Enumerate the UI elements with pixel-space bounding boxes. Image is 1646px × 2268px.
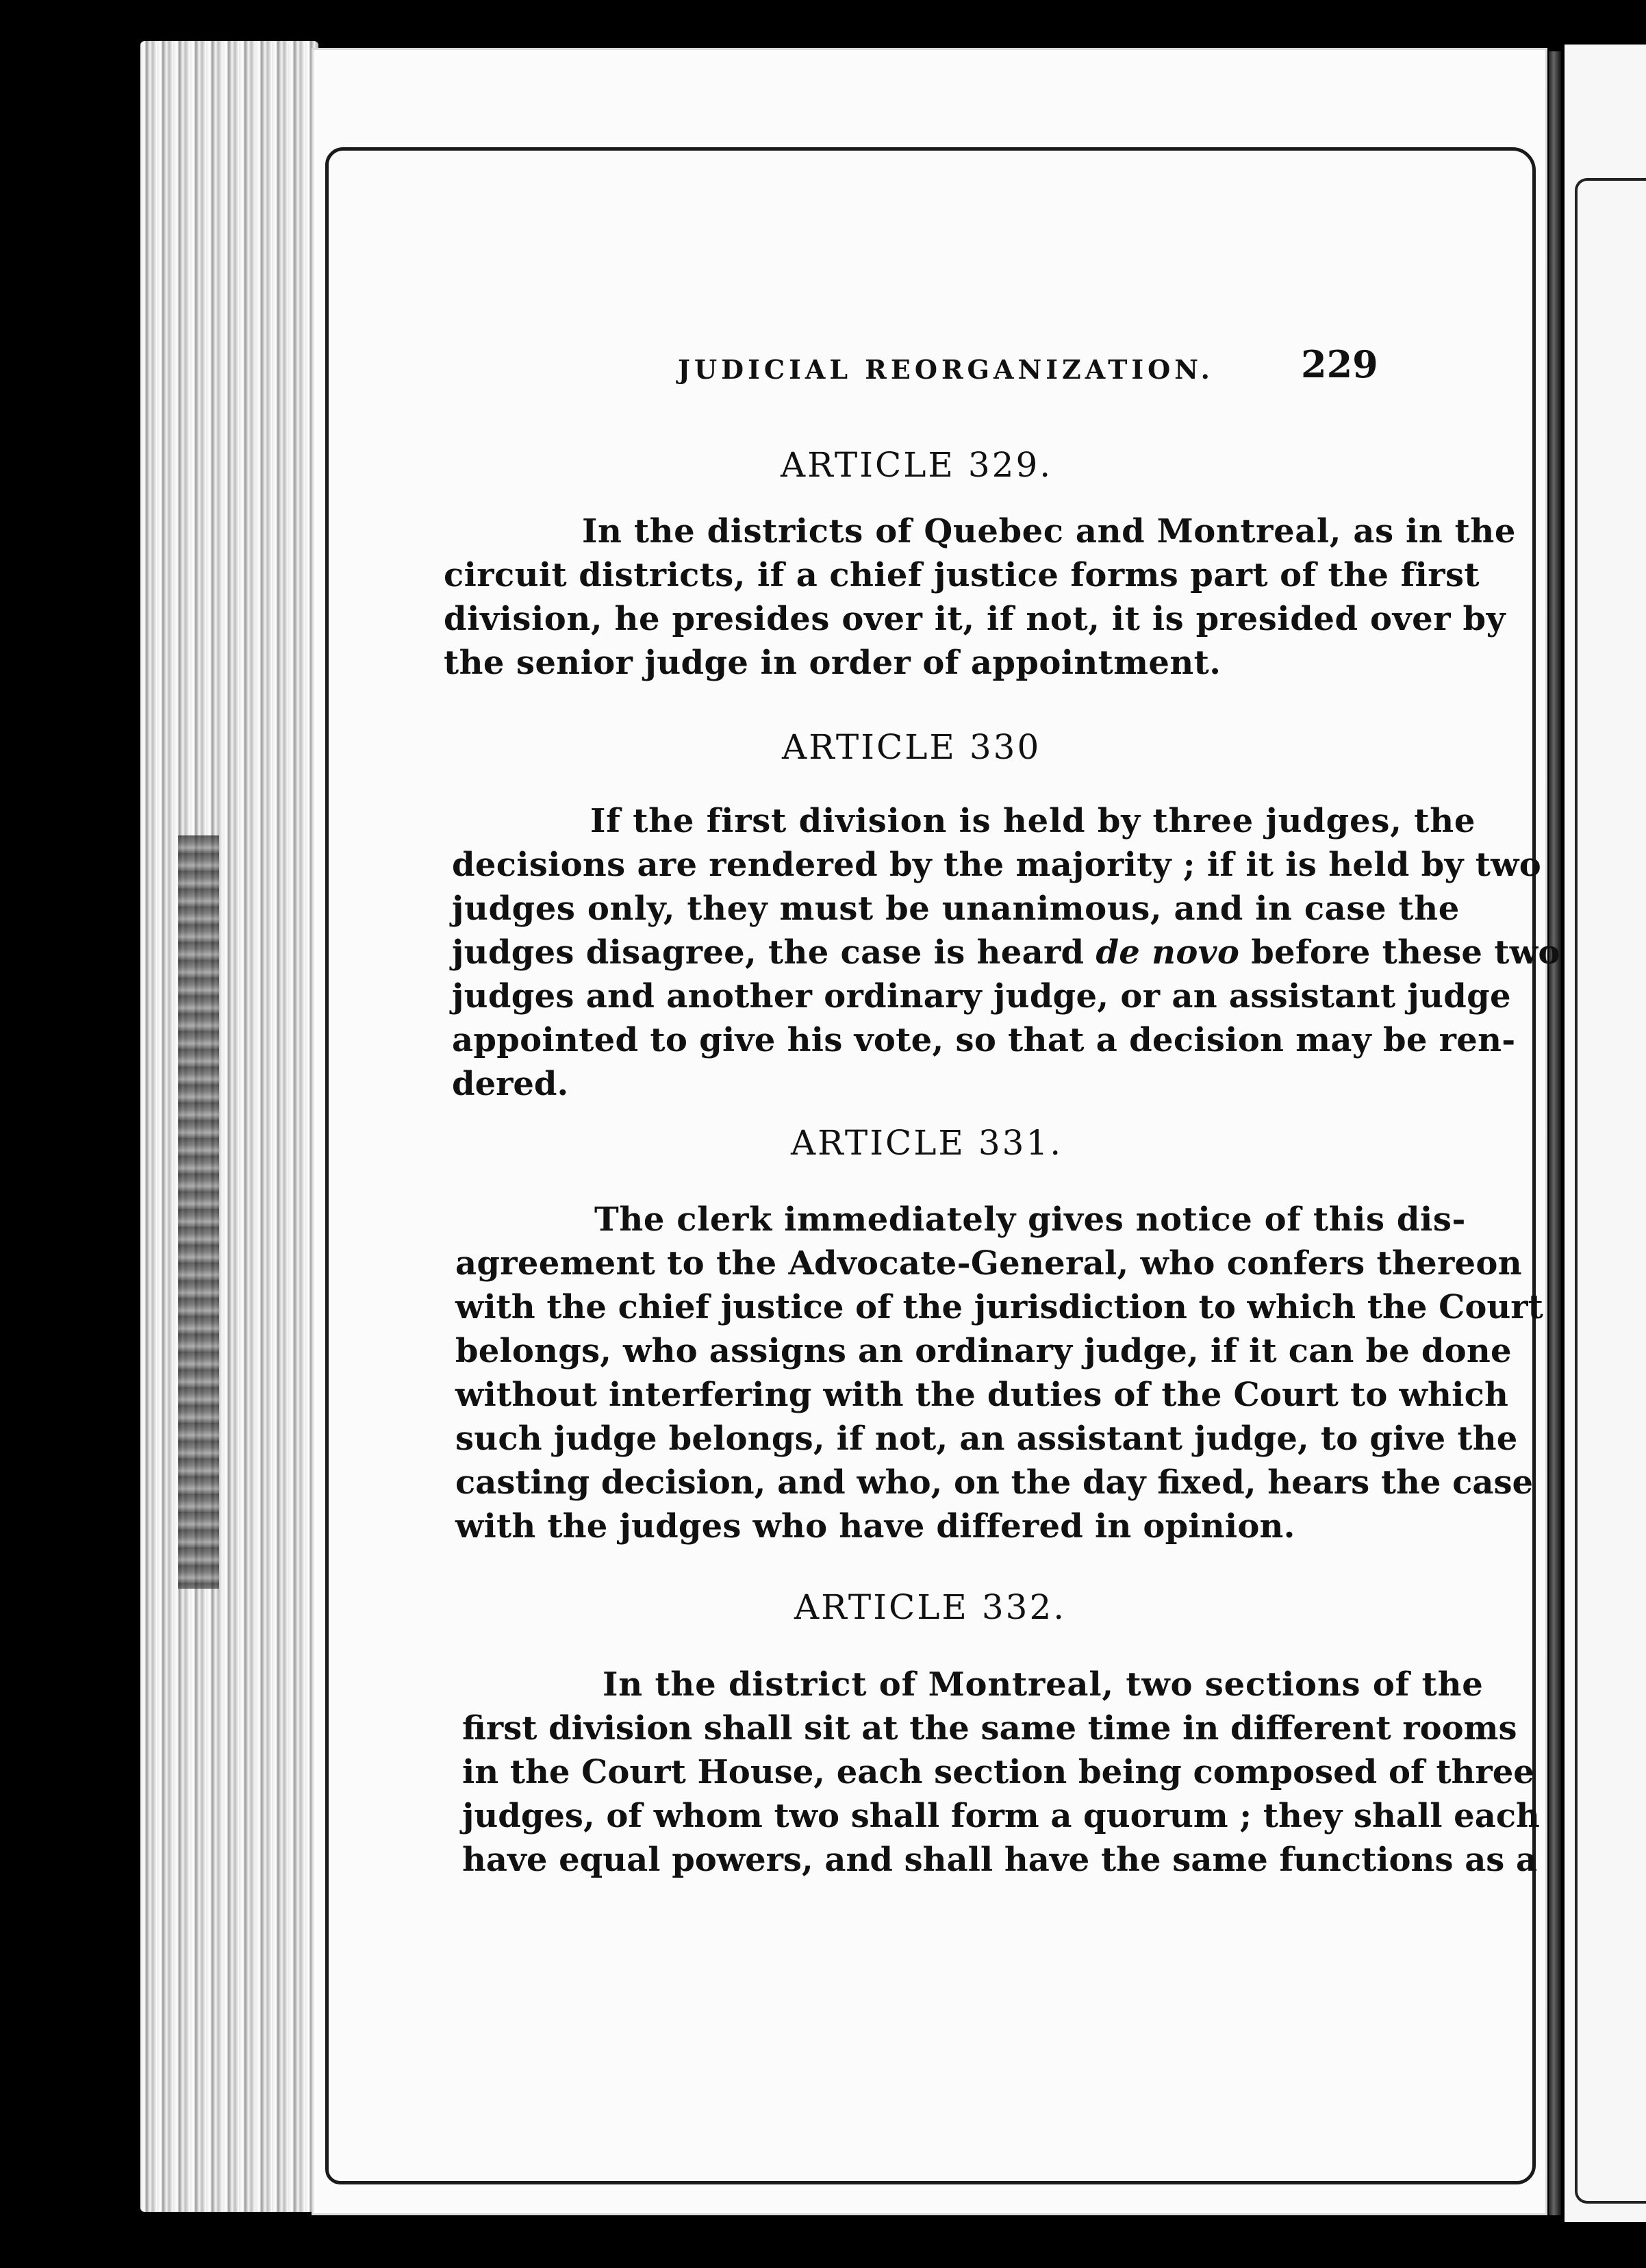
facing-page-frame — [1575, 178, 1646, 2204]
article-text-line: such judge belongs, if not, an assistant judge, to give the — [455, 1420, 1518, 1458]
article-text-span: judges disagree, the case is heard — [452, 933, 1085, 972]
article-text-line: with the judges who have differed in opinion. — [455, 1507, 1295, 1546]
article-text-line: decisions are rendered by the majority ; if it is held by two — [452, 846, 1542, 884]
article-heading: ARTICLE 330 — [782, 727, 1041, 767]
article-text-line: casting decision, and who, on the day fixed, hears the case — [455, 1463, 1534, 1502]
article-text-line: judges only, they must be unanimous, and in case the — [452, 890, 1460, 928]
article-text-span: before these two — [1251, 933, 1560, 972]
article-text-line: If the first division is held by three judges, the — [590, 802, 1476, 840]
article-text-line: division, he presides over it, if not, it is presided over by — [444, 600, 1506, 638]
article-text-line: with the chief justice of the jurisdiction to which the Court — [455, 1288, 1543, 1326]
article-text-line: belongs, who assigns an ordinary judge, if it can be done — [455, 1332, 1512, 1370]
article-text-line: in the Court House, each section being composed of three — [462, 1753, 1534, 1791]
article-text-line: the senior judge in order of appointment. — [444, 644, 1221, 682]
article-heading: ARTICLE 331. — [791, 1123, 1063, 1163]
article-text-line: In the districts of Quebec and Montreal, as in the — [582, 512, 1517, 551]
article-text-line: without interfering with the duties of the Court to which — [455, 1376, 1509, 1414]
article-text-line: first division shall sit at the same time in different rooms — [462, 1709, 1517, 1748]
library-stamp — [178, 835, 219, 1589]
article-text-line: judges, of whom two shall form a quorum ; they shall each — [462, 1797, 1540, 1835]
article-text-line: circuit districts, if a chief justice forms part of the first — [444, 556, 1480, 594]
article-text-line: dered. — [452, 1065, 569, 1103]
article-heading: ARTICLE 332. — [794, 1587, 1067, 1627]
book-page-edges — [140, 41, 318, 2212]
article-text-line: agreement to the Advocate-General, who confers thereon — [455, 1244, 1522, 1283]
page-number: 229 — [1301, 342, 1378, 386]
page-gutter-shadow — [1549, 51, 1561, 2215]
latin-term: de novo — [1096, 933, 1240, 972]
running-head: JUDICIAL REORGANIZATION. — [678, 354, 1214, 385]
article-heading: ARTICLE 329. — [781, 445, 1053, 485]
article-text-line: judges and another ordinary judge, or an assistant judge — [452, 977, 1511, 1016]
article-text-line: have equal powers, and shall have the same functions as a — [462, 1841, 1538, 1879]
article-text-line: appointed to give his vote, so that a decision may be ren- — [452, 1021, 1516, 1059]
article-text-line: In the district of Montreal, two sections of the — [603, 1665, 1484, 1704]
article-text-line — [452, 933, 1560, 972]
article-text-line: The clerk immediately gives notice of this dis- — [594, 1200, 1467, 1239]
